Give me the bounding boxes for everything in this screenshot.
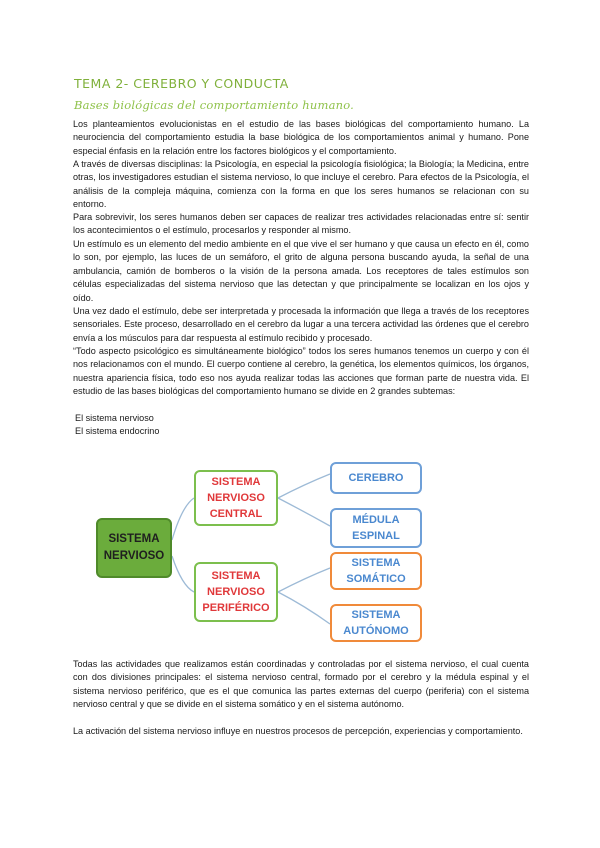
- box-spinal-cord: [330, 508, 422, 548]
- paragraph-7: Todas las actividades que realizamos están coordinadas y controladas por el sistema nervioso, el cual cuenta con dos divisiones principales: el sistema nervioso central, formado por el cerebro y la médula espinal y el sistema nervioso periférico, que es el que comunica las partes externas del cuerpo (periferia) con el sistema nervioso central y que se divide en el sistema somático y en el sistema autónomo.: [73, 659, 529, 710]
- box-line: NERVIOSO: [207, 586, 265, 598]
- connector-central-brain: [278, 474, 330, 498]
- paragraph-6: “Todo aspecto psicológico es simultáneamente biológico” todos los seres humanos tenemos un cuerpo y con él nos relacionamos con el mundo. El cuerpo contiene al cerebro, la genética, los elementos químicos, los órganos, nuestra apariencia física, todo eso nos ayuda realizar todas las acciones que forman parte de nuestra vida. El estudio de las bases biológicas del comportamiento humano se divide en 2 grandes subtemas:: [73, 346, 529, 397]
- connector-root-central: [172, 498, 194, 540]
- box-line: MÉDULA: [352, 514, 400, 526]
- connector-central-spinal: [278, 498, 330, 526]
- section-subtitle: Bases biológicas del comportamiento humano.: [74, 98, 355, 112]
- connector-root-peripheral: [172, 556, 194, 592]
- box-somatic-system: [330, 552, 422, 590]
- box-autonomic-system: [330, 604, 422, 642]
- nervous-system-diagram: [90, 456, 500, 646]
- subtopic-list: [75, 412, 159, 439]
- box-central-nervous-system: [194, 470, 278, 526]
- list-item: El sistema nervioso: [75, 413, 154, 423]
- box-nervous-system: [96, 518, 172, 578]
- paragraph-8: La activación del sistema nervioso influye en nuestros procesos de percepción, experiencias y comportamiento.: [73, 726, 523, 736]
- paragraph-2: A través de diversas disciplinas: la Psicología, en especial la psicología fisiológica; la Biología; la Medicina, entre otras, los investigadores estudian el sistema nervioso, lo que incluye el cerebro. Para efectos de la Psicología, el análisis de la compleja máquina, comienza con la forma en que los seres humanos se relacionan con su entorno.: [73, 159, 529, 210]
- box-line: NERVIOSO: [207, 492, 265, 504]
- paragraph-4: Un estímulo es un elemento del medio ambiente en el que vive el ser humano y que causa un efecto en él, como lo son, por ejemplo, las luces de un semáforo, el grito de alguna persona buscando ayuda, la señal de una ambulancia, camión de bomberos o la visión de la persona amada. Los receptores de tales estímulos son células especializadas del sistema nervioso que las detectan y que principalmente se localizan en los ojos y oído.: [73, 239, 529, 303]
- box-line: CEREBRO: [348, 472, 404, 484]
- box-line: AUTÓNOMO: [343, 625, 409, 637]
- page-title: TEMA 2- CEREBRO Y CONDUCTA: [74, 76, 289, 91]
- box-line: ESPINAL: [352, 530, 400, 542]
- paragraph-3: Para sobrevivir, los seres humanos deben ser capaces de realizar tres actividades relacionadas entre sí: sentir los acontecimientos o el estímulo, procesarlos y responder al mismo.: [73, 212, 529, 236]
- connector-peripheral-somatic: [278, 568, 330, 592]
- box-line: CENTRAL: [209, 508, 263, 520]
- box-line: SOMÁTICO: [346, 573, 406, 585]
- box-line: SISTEMA: [351, 557, 401, 569]
- box-line: NERVIOSO: [103, 550, 165, 562]
- box-line: SISTEMA: [211, 570, 261, 582]
- box-line: SISTEMA: [211, 476, 261, 488]
- box-line: SISTEMA: [108, 533, 160, 545]
- box-peripheral-nervous-system: [194, 562, 278, 622]
- paragraph-5: Una vez dado el estímulo, debe ser interpretada y procesada la información que llega a través de los receptores sensoriales. Este proceso, desarrollado en el cerebro da lugar a una tercera actividad las órdenes que el cerebro envía a los músculos para dar respuesta al estímulo recibido y procesado.: [73, 306, 529, 343]
- list-item: El sistema endocrino: [75, 426, 160, 437]
- box-brain: [330, 462, 422, 494]
- connector-peripheral-autonomic: [278, 592, 330, 624]
- box-line: SISTEMA: [351, 609, 401, 621]
- box-line: PERIFÉRICO: [202, 602, 270, 614]
- paragraph-1: Los planteamientos evolucionistas en el estudio de las bases biológicas del comportamiento humano. La neurociencia del comportamiento estudia la base biológica de los comportamientos animal y humano. Pone especial énfasis en la relación entre los factores biológicos y el comportamiento.: [73, 119, 529, 156]
